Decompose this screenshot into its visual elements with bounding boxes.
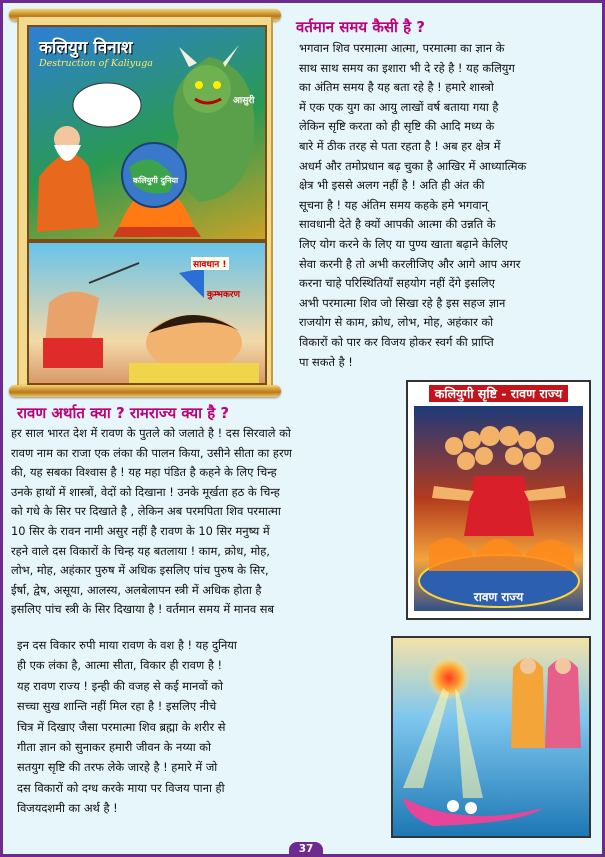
ravan-bottom-label: रावण राज्य	[473, 590, 524, 604]
sleeping-scene-drawing	[29, 243, 265, 383]
section2-line: सच्चा सुख शान्ति नहीं मिल रहा है ! इसलिए नीचे	[17, 699, 217, 714]
sleeper-head	[146, 315, 242, 371]
speech-bubble	[73, 83, 141, 127]
sleeper-label: कुम्भकरण	[207, 290, 241, 300]
boat-scene-drawing	[393, 638, 591, 838]
section1-line: पा सकते है !	[299, 354, 353, 369]
section2-line: दस विकारों को दग्ध करके माया पर विजय पाना ही	[17, 780, 225, 795]
section2-line: की, यह सबका विश्वास है ! यह महा पंडित है कहने के लिए चिन्ह	[11, 465, 277, 480]
section1-line: साथ साथ समय का इशारा भी दे रहे है ! यह कलियुग	[299, 60, 515, 75]
section2-line: गीता ज्ञान को सुनाकर हमारी जीवन के नय्या को	[17, 740, 211, 755]
kaliyug-destruction-image	[27, 25, 267, 241]
section1-line: अभी परमात्मा शिव जो सिखा रहे है इस सहज ज्ञान	[299, 295, 506, 310]
section2-line: रहने वाले दस विकारों के चिन्ह यह बतलाया ! काम, क्रोध, मोह,	[11, 543, 270, 558]
section2-line: उनके हाथों में शास्त्रों, वेदों को दिखाना ! उनके मूर्खता हठ के चिन्ह	[11, 484, 280, 499]
section2-line: को गधे के सिर पर दिखाते है , लेकिन अब परमपिता शिव परमात्मा	[11, 504, 281, 519]
page-number: 37	[289, 842, 323, 857]
section2-line: हर साल भारत देश में रावण के पुतले को जलाते है ! दस सिरवाले को	[11, 426, 291, 440]
globe-label: कलियुगी दुनिया	[133, 176, 179, 185]
section2-line: इन दस विकार रुपी माया रावण के वश है ! यह दुनिया	[17, 638, 237, 652]
scroll-bottom-rod	[9, 385, 281, 397]
ravan-scene-drawing	[414, 406, 583, 611]
section1-line: क्षेत्र भी इससे अलग नहीं है ! अति ही अंत की	[299, 178, 485, 193]
scroll-sheet	[17, 17, 273, 389]
section1-line: लिए योग करने के लिए या पुण्य खाता बढ़ाने केलिए	[299, 236, 508, 251]
section1-line: सूचना है ! यह अंतिम समय कहके हमे भगवान्	[299, 197, 488, 212]
kaliyug-image-title: कलियुग विनाश	[39, 38, 133, 58]
section2-title: रावण अर्थात क्या ? रामराज्य क्या है ?	[17, 404, 230, 422]
section1-line: सेवा करनी है तो अभी करलीजिए और आगे आप अगर	[299, 256, 521, 271]
warning-label: सावधान !	[191, 257, 229, 270]
section2-line: लोभ, मोह, अहंकार पुरुष में अधिक इसलिए पांच पुरुष के सिर,	[11, 563, 269, 578]
ravan-rajya-image	[406, 380, 591, 620]
section1-line: में एक एक युग का आयु लाखों वर्ष बताया गया है	[299, 99, 499, 114]
kaliyug-image-subtitle: Destruction of Kaliyuga	[39, 58, 153, 69]
section2-line: विजयदशमी का अर्थ है !	[17, 801, 118, 816]
section2-line: रावण नाम का राजा एक लंका की पालन किया, उसीने सीता का हरण	[11, 445, 292, 460]
kaliyug-scene-drawing	[29, 27, 265, 239]
section2-line: ही एक लंका है, आत्मा सीता, विकार ही रावण है !	[17, 658, 223, 673]
section2-line: ईर्षा, द्वेष, असूया, आलस्य, अलबेलापन स्त्री में अधिक होता है	[11, 582, 262, 597]
section1-body	[299, 39, 592, 372]
section1-line: अधर्म और तमोप्रधान बढ़ चुका है आखिर में आध्यात्मिक	[299, 158, 527, 173]
section2-body-full	[11, 424, 399, 620]
section2-line: सतयुग सृष्टि की तरफ लेके जारहे है ! हमारे में जो	[17, 760, 218, 775]
shiv-light-point	[427, 656, 471, 700]
section1-line: बारे में ठीक तरह से पता रहता है ! अब हर क्षेत्र में	[299, 138, 501, 153]
section1-line: भगवान शिव परमात्मा आत्मा, परमात्मा का ज्ञान के	[299, 41, 505, 55]
ravan-ten-heads	[445, 426, 554, 470]
section1-line: लेकिन सृष्टि करता को ही सृष्टि की आदि मध्य के	[299, 119, 495, 134]
section2-line: इसलिए पांच स्त्री के सिर दिखाया है ! वर्तमान समय में मानव सब	[11, 602, 274, 617]
satyug-boat-image	[391, 636, 591, 838]
demon-label: आसुरी	[233, 96, 255, 106]
section2-line: चित्र में दिखाए जैसा परमात्मा शिव ब्रह्मा के शरीर से	[17, 719, 226, 734]
section1-line: करना चाहे परिस्थितियाँ सहयोग नहीं देंगे इसलिए	[299, 276, 495, 291]
section1-line: का अंतिम समय है यह बता रहे है ! हमारे शास्त्रो	[299, 80, 494, 95]
section2-body-short	[17, 635, 379, 819]
section1-line: सावधानी देते है क्यों आपकी आत्मा की उन्नति के	[299, 217, 496, 232]
kaliyug-scroll-illustration	[9, 9, 281, 397]
section1-line: विकारों को पार कर विजय होकर स्वर्ग की प्राप्ति	[299, 334, 494, 349]
ravan-image-title: कलियुगी सृष्टि - रावण राज्य	[429, 385, 569, 402]
sage-figure	[37, 154, 99, 232]
section2-line: 10 सिर के रावन नामी असुर नहीं है रावण के 10 सिर मनुष्य में	[11, 523, 270, 538]
ravan-scene	[414, 406, 583, 611]
section1-line: राजयोग से काम, क्रोध, लोभ, मोह, अहंकार को	[299, 315, 494, 330]
section2-line: यह रावण राज्य ! इन्ही की वजह से कई मानवों को	[17, 678, 223, 693]
kumbhakaran-sleeping-image	[27, 241, 267, 385]
section1-title: वर्तमान समय कैसी है ?	[296, 18, 425, 36]
